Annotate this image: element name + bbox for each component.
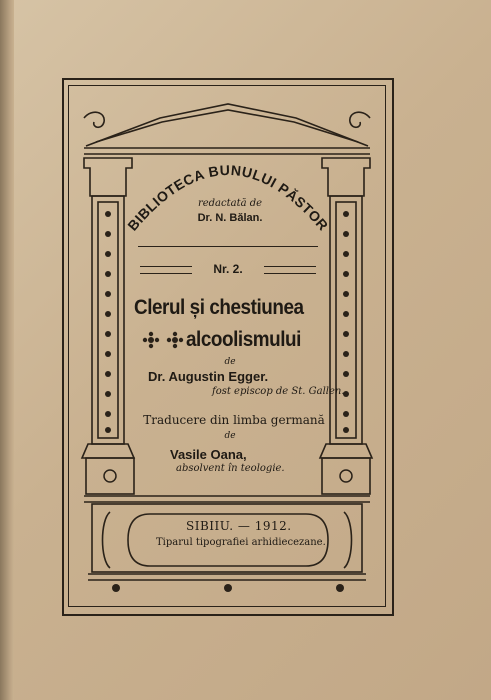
book-title-line2: alcoolismului [186,328,301,351]
number-left-ornament [140,266,192,274]
printer-name: Tiparul tipografiei arhidiecezane. [156,537,326,548]
publication-place-year: SIBIIU. — 1912. [186,519,292,533]
translator-role: absolvent în teologie. [176,463,285,474]
rosette-ornament-icon [142,331,160,349]
author-name: Dr. Augustin Egger. [148,369,269,384]
book-title-line1: Clerul și chestiunea [134,296,304,319]
editor-name: Dr. N. Bălan. [197,212,263,224]
divider-rule [138,246,318,247]
issue-number: Nr. 2. [213,262,243,276]
author-by-label: de [224,357,236,367]
editor-prefix: redactată de [197,198,263,209]
number-right-ornament [264,266,316,274]
rosette-ornament-icon [166,331,184,349]
issue-number-row [140,262,316,278]
series-title: BIBLIOTECA BUNULUI PĂSTOR [124,161,332,234]
author-role: fost episcop de St. Gallen. [212,386,345,397]
translator-name: Vasile Oana, [170,447,247,462]
translator-by-label: de [224,431,236,441]
translation-note: Traducere din limba germană [143,413,325,427]
